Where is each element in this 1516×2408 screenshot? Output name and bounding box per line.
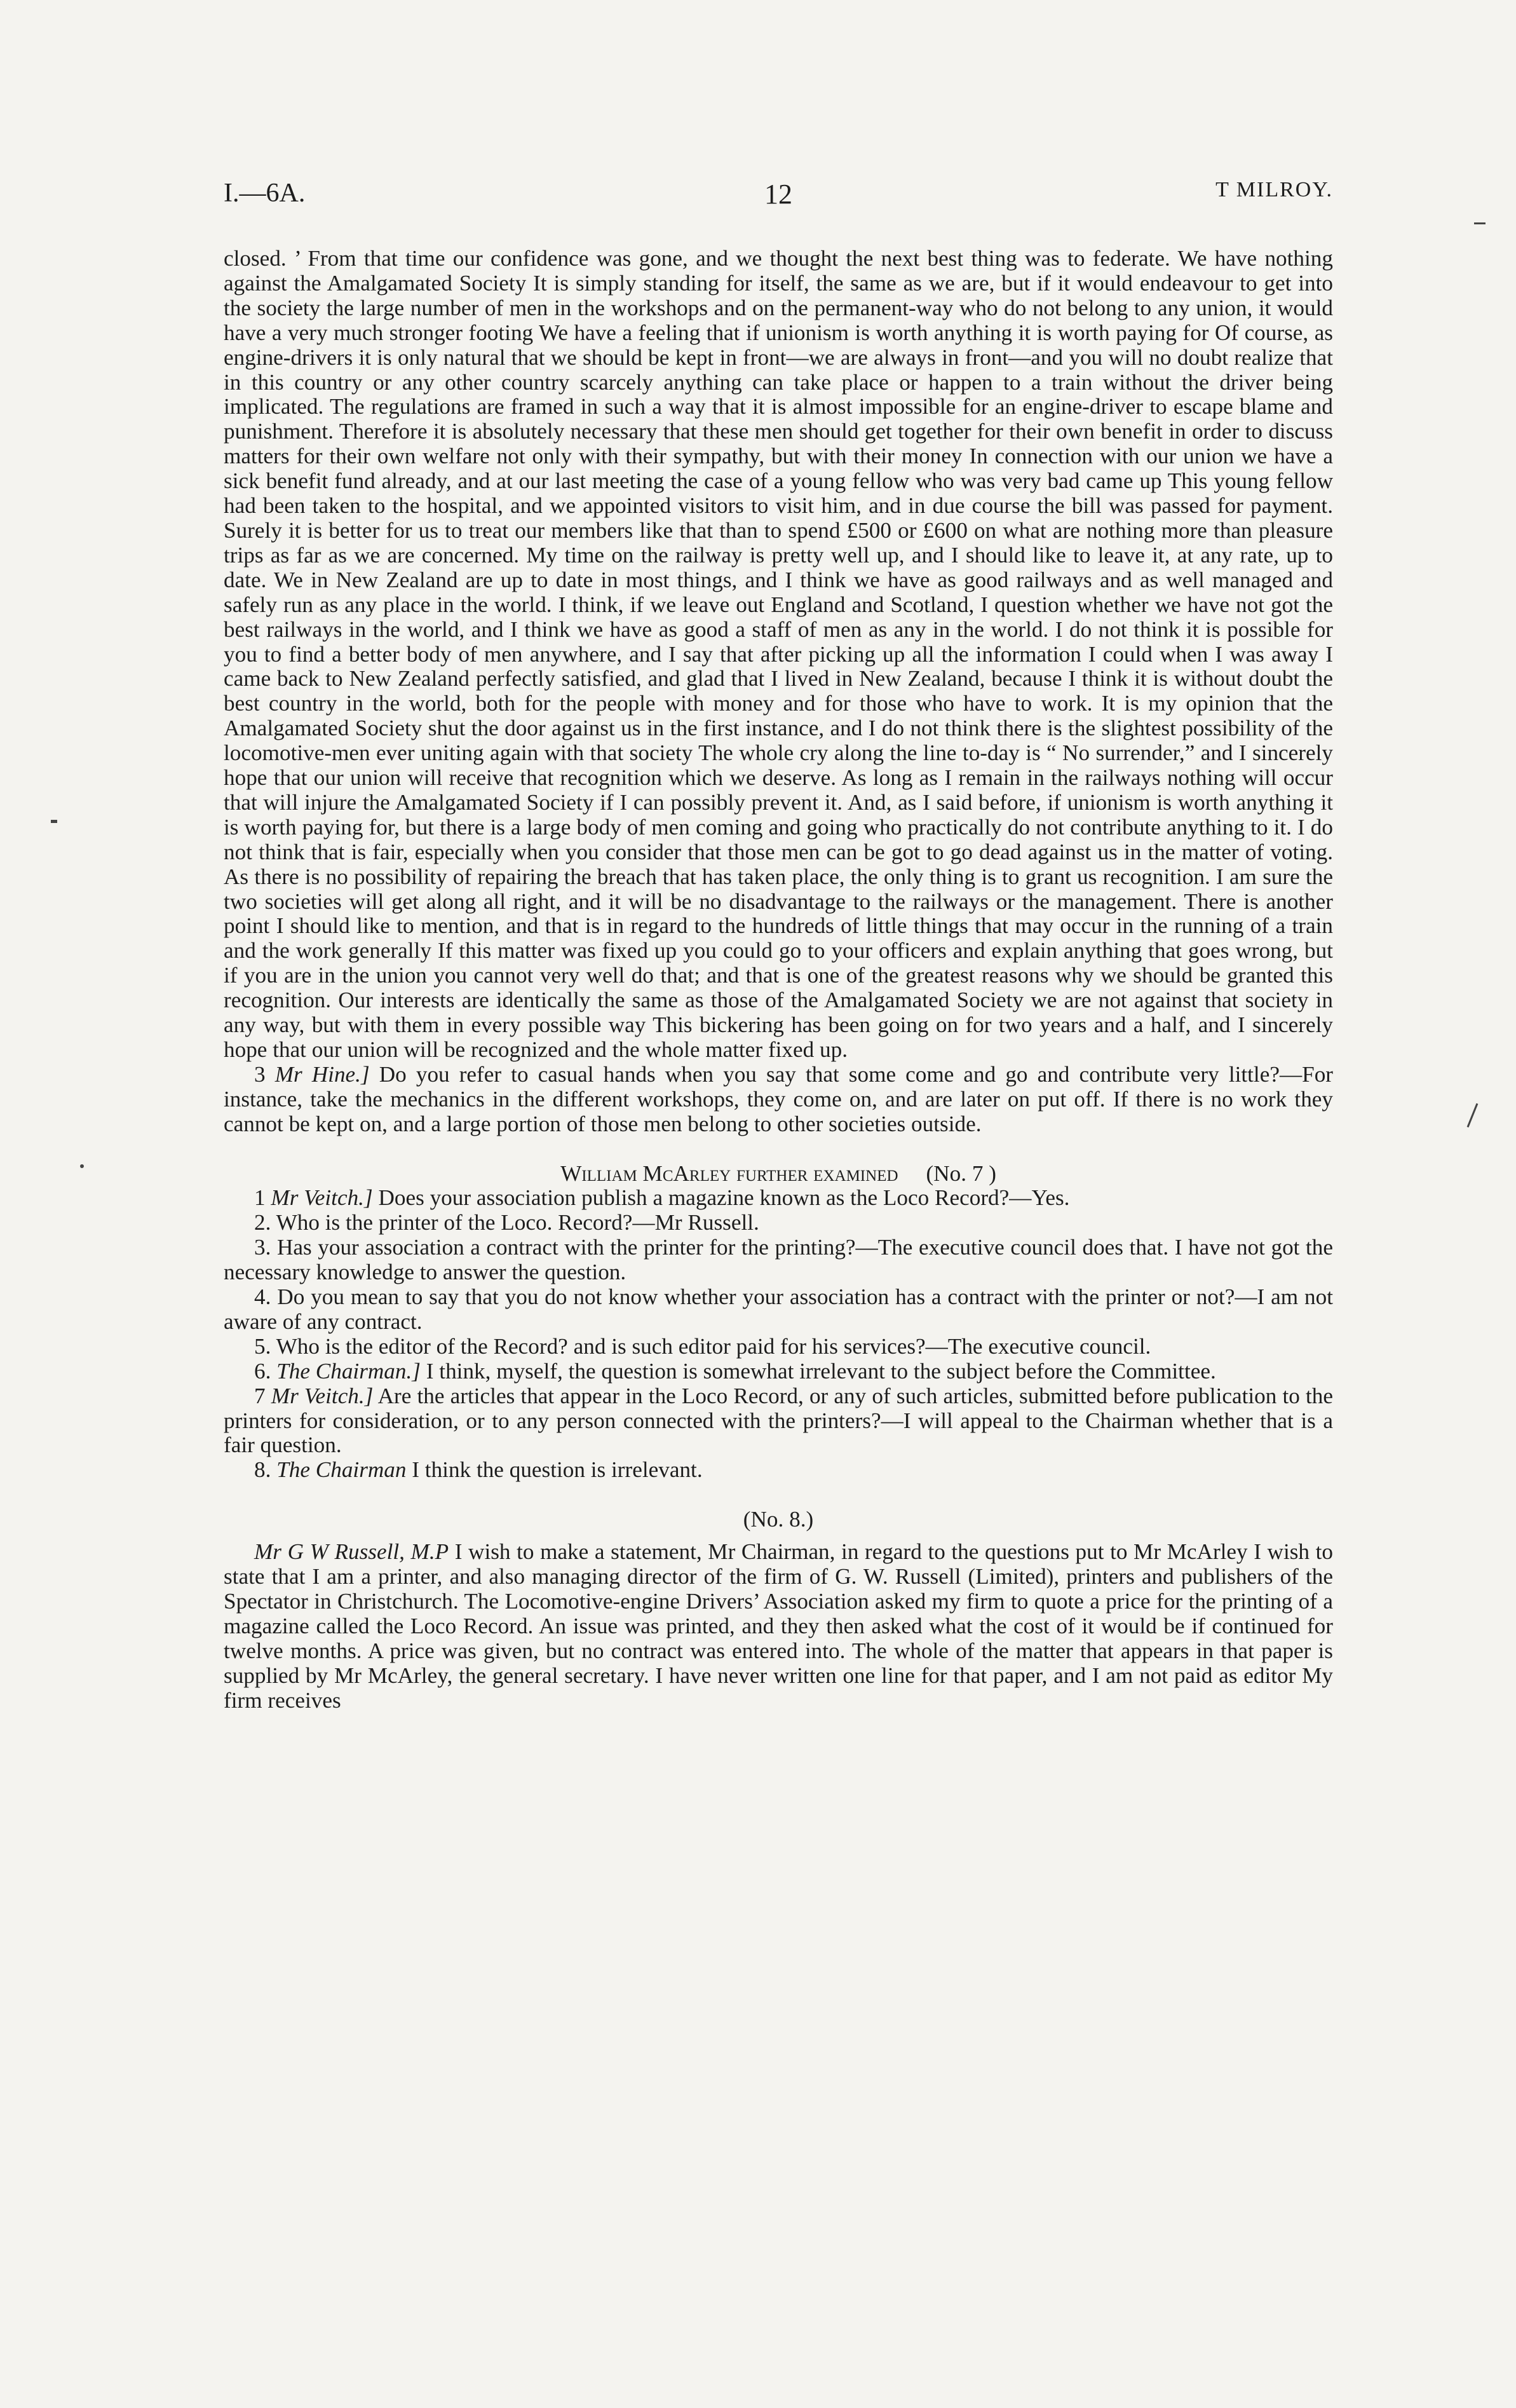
item-number: 4. <box>254 1284 271 1310</box>
item-text: Do you mean to say that you do not know whether your association has a contract with the printer or not?—I am not aware of any contract. <box>224 1284 1333 1334</box>
item-text: I think the question is irrelevant. <box>412 1457 703 1483</box>
speaker-name: Mr Veitch.] <box>271 1383 374 1408</box>
item-text: Does your association publish a magazine known as the Loco Record?—Yes. <box>378 1185 1070 1211</box>
question-item <box>224 1384 1333 1459</box>
witness-heading: William McArley further examined <box>560 1160 898 1186</box>
speaker-name: Mr Hine.] <box>274 1061 370 1087</box>
header-witness: T MILROY. <box>1215 178 1333 201</box>
question-item <box>224 1211 1333 1235</box>
question-item <box>224 1186 1333 1211</box>
item-number: 3. <box>254 1235 271 1260</box>
statement-text: I wish to make a statement, Mr Chairman, in regard to the questions put to Mr McArley I wish to state that I am a printer, and also managing director of the firm of G. W. Russell (Limited), printers and publishers of the Spectator in Christchurch. The Locomotive-engine Drivers’ Association asked my firm to quote a price for the printing of a magazine called the Loco Record. An issue was printed, and they then asked what the cost of it would be if continued for twelve months. A price was given, but no contract was entered into. The whole of the matter that appears in that paper is supplied by Mr McArley, the general secretary. I have never written one line for that paper, and I am not paid as editor My firm receives <box>224 1539 1333 1713</box>
question-number: 3 <box>254 1061 266 1087</box>
margin-mark <box>80 1164 84 1168</box>
item-number: 2. <box>254 1210 271 1235</box>
item-text: I think, myself, the question is somewhat irrelevant to the subject before the Committee. <box>426 1358 1216 1384</box>
page-number: 12 <box>764 179 792 210</box>
section-heading: (No. 8.) <box>743 1507 814 1532</box>
question-text: Do you refer to casual hands when you say that some come and go and contribute very little?—For instance, take the mechanics in the different workshops, they come on, and are later on put off. If there is no work they cannot be kept on, and a large portion of those men belong to other societies outside. <box>224 1061 1334 1136</box>
item-number: 6. <box>254 1358 271 1384</box>
item-text: Are the articles that appear in the Loco Record, or any of such articles, submitted before publication to the printers for consideration, or to any person connected with the printers?—I will appeal to the Chairman whether that is a fair question. <box>224 1383 1334 1458</box>
speaker-name: The Chairman.] <box>276 1358 421 1384</box>
speaker-name: Mr G W Russell, M.P <box>254 1539 449 1565</box>
item-text: Who is the printer of the Loco. Record?—Mr Russell. <box>276 1210 759 1235</box>
question-item <box>224 1335 1333 1359</box>
page-body <box>224 247 1333 1713</box>
item-number: 7 <box>254 1383 266 1408</box>
header-reference: I.—6A. <box>224 179 306 208</box>
item-text: Who is the editor of the Record? and is such editor paid for his services?—The executive council. <box>276 1333 1151 1359</box>
section-number: (No. 7 ) <box>926 1160 996 1186</box>
question-item <box>224 1359 1333 1384</box>
item-number: 5. <box>254 1333 271 1359</box>
statement-paragraph <box>224 1540 1333 1713</box>
question-item <box>224 1458 1333 1483</box>
margin-mark <box>51 820 57 823</box>
question-item <box>224 1285 1333 1335</box>
margin-mark <box>1474 222 1486 224</box>
body-paragraph: closed. ’ From that time our confidence was gone, and we thought the next best thing was to federate. We have nothing against the Amalgamated Society It is simply standing for itself, the same as we are, but if it would endeavour to get into the society the large number of men in the workshops and on the permanent-way who do not belong to any union, it would have a very much stronger footing We have a feeling that if unionism is worth anything it is worth paying for Of course, as engine-drivers it is only natural that we should be kept in front—we are always in front—and you will no doubt realize that in this country or any other country scarcely anything can take place or happen to a train without the driver being implicated. The regulations are framed in such a way that it is almost impossible for an engine-driver to escape blame and punishment. Therefore it is absolutely necessary that these men should get together for their own benefit in order to discuss matters for their own welfare not only with their sympathy, but with their money In connection with our union we have a sick benefit fund already, and at our last meeting the case of a young fellow who was very bad came up This young fellow had been taken to the hospital, and we appointed visitors to visit him, and in due course the bill was passed for payment. Surely it is better for us to treat our members like that than to spend £500 or £600 on what are nothing more than pleasure trips as far as we are concerned. My time on the railway is pretty well up, and I should like to leave it, at any rate, up to date. We in New Zealand are up to date in most things, and I think we have as good railways and as well managed and safely run as any place in the world. I think, if we leave out England and Scotland, I question whether we have not got the best railways in the world, and I think we have as good a staff of men as any in the world. I do not think it is possible for you to find a better body of men anywhere, and I say that after picking up all the information I could when I was away I came back to New Zealand perfectly satisfied, and glad that I lived in New Zealand, because I think it is without doubt the best country in the world, both for the people with money and for those who have to work. It is my opinion that the Amalgamated Society shut the door against us in the first instance, and I do not think there is the slightest possibility of the locomotive-men ever uniting again with that society The whole cry along the line to-day is “ No surrender,” and I sincerely hope that our union will receive that recognition which we deserve. As long as I remain in the railways nothing will occur that will injure the Amalgamated Society if I can possibly prevent it. And, as I said before, if unionism is worth anything it is worth paying for, but there is a large body of men coming and going who practically do not contribute anything to it. I do not think that is fair, especially when you consider that those men can be got to go dead against us in the matter of voting. As there is no possibility of repairing the breach that has taken place, the only thing is to grant us recognition. I am sure the two societies will get along all right, and it will be no disadvantage to the railways or the management. There is another point I should like to mention, and that is in regard to the hundreds of little things that may occur in the running of a train and the work generally If this matter was fixed up you could go to your officers and explain anything that goes wrong, but if you are in the union you cannot very well do that; and that is one of the greatest reasons why we should be granted this recognition. Our interests are identically the same as those of the Amalgamated Society we are not against that society in any way, but with them in every possible way This bickering has been going on for two years and a half, and I sincerely hope that our union will be recognized and the whole matter fixed up. <box>224 246 1333 1062</box>
item-number: 1 <box>254 1185 266 1211</box>
section-heading <box>224 1162 1333 1187</box>
item-number: 8. <box>254 1457 271 1483</box>
question-paragraph <box>224 1063 1333 1137</box>
margin-mark <box>1467 1103 1479 1127</box>
question-item <box>224 1235 1333 1285</box>
speaker-name: The Chairman <box>276 1457 407 1483</box>
speaker-name: Mr Veitch.] <box>271 1185 373 1211</box>
item-text: Has your association a contract with the printer for the printing?—The executive council does that. I have not got the necessary knowledge to answer the question. <box>224 1235 1334 1285</box>
page-header <box>224 178 1333 216</box>
